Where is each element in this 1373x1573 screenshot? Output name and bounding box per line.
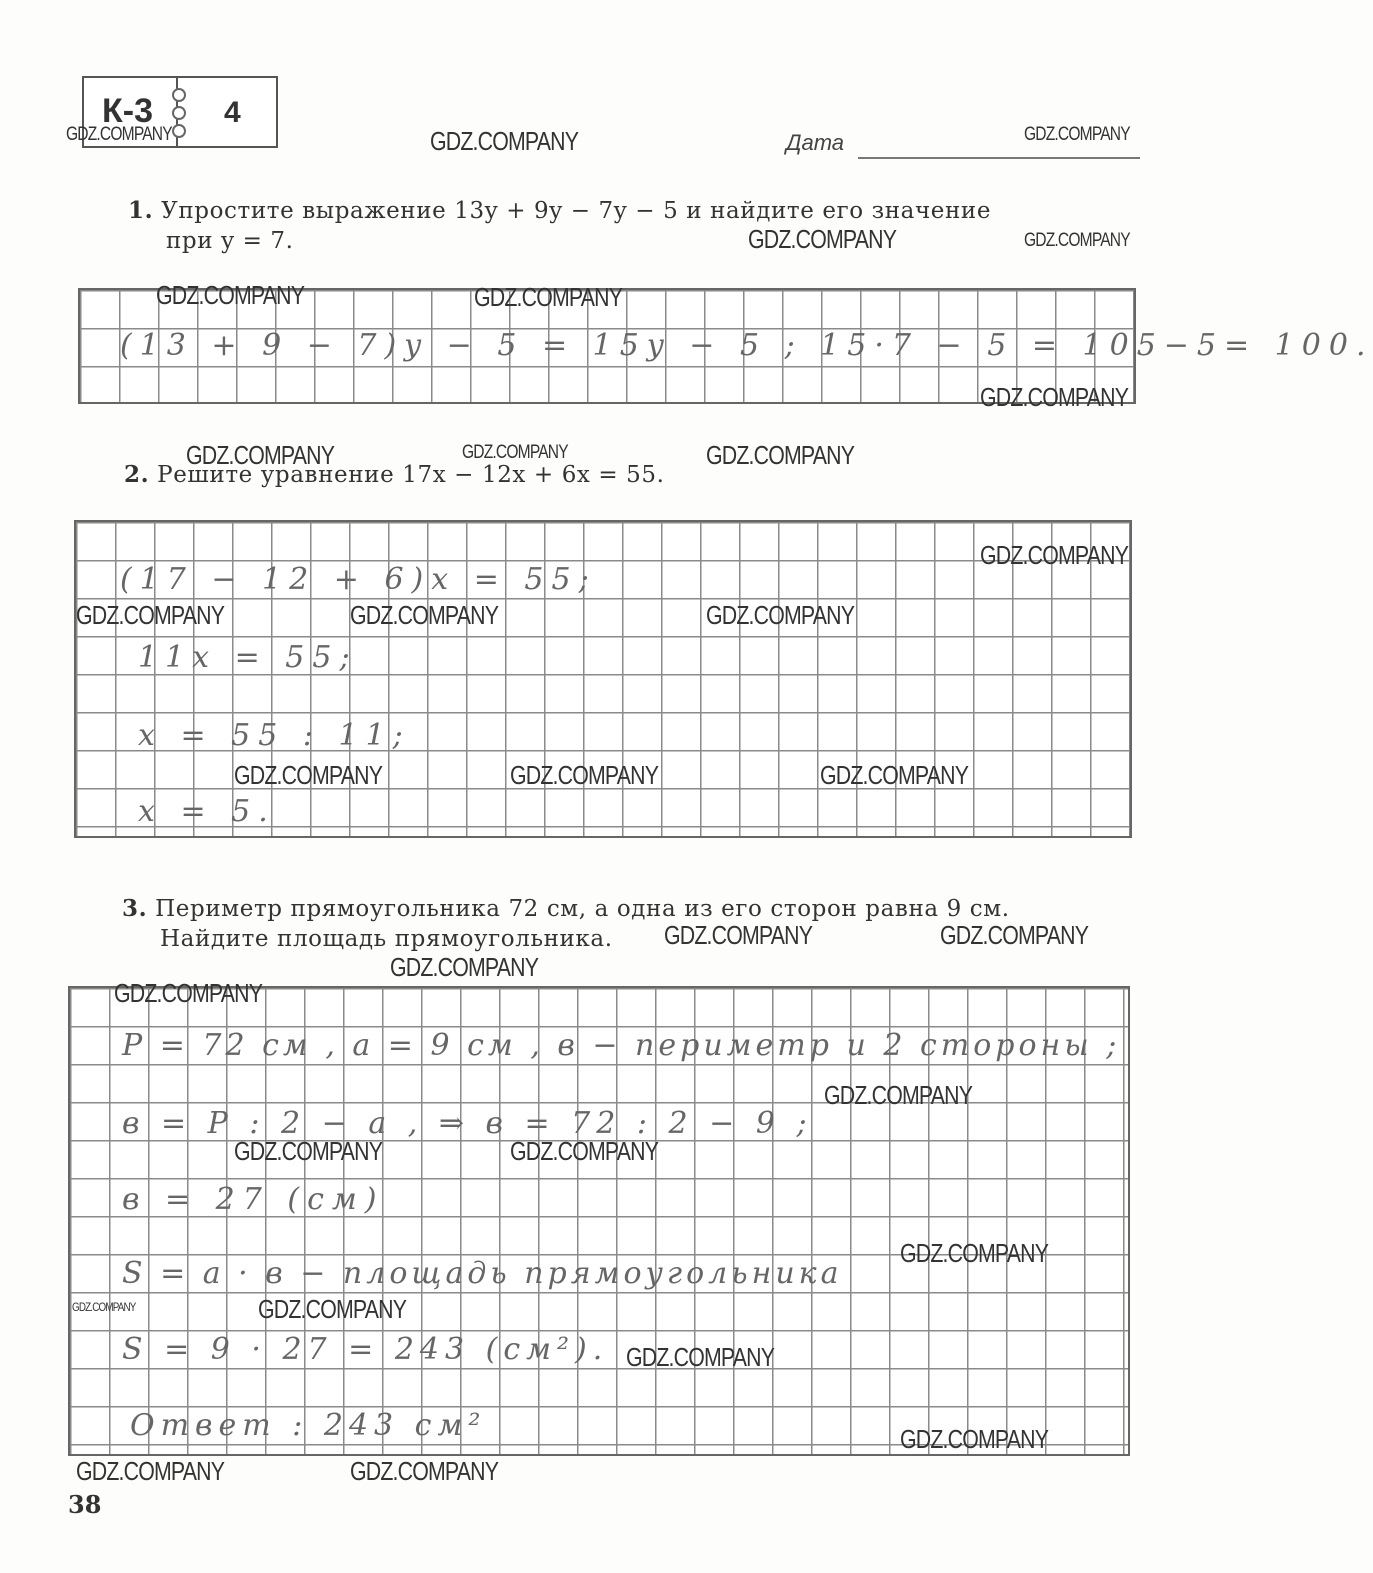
watermark: GDZ.COMPANY	[66, 124, 172, 145]
watermark: GDZ.COMPANY	[824, 1080, 973, 1110]
solution-line: в = 27 (см)	[122, 1182, 385, 1217]
watermark: GDZ.COMPANY	[72, 1300, 136, 1314]
solution-line: x = 55 : 11;	[138, 718, 411, 753]
watermark: GDZ.COMPANY	[980, 540, 1129, 570]
task-line: Периметр прямоугольника 72 см, а одна из его сторон равна 9 см.	[155, 896, 1010, 922]
watermark: GDZ.COMPANY	[1024, 124, 1130, 145]
watermark: GDZ.COMPANY	[186, 440, 335, 470]
task-line: при y = 7.	[166, 228, 294, 254]
solution-line: x = 5.	[138, 794, 276, 829]
task-line: Упростите выражение 13y + 9y − 7y − 5 и найдите его значение	[161, 198, 992, 224]
solution-line: (13 + 9 − 7)y − 5 = 15y − 5 ; 15·7 − 5 = 105−5= 100.	[120, 328, 1373, 363]
task-3-answer-grid	[68, 986, 1130, 1456]
watermark: GDZ.COMPANY	[748, 224, 897, 254]
date-label: Дата	[786, 130, 845, 155]
watermark: GDZ.COMPANY	[258, 1294, 407, 1324]
solution-line: 11x = 55;	[138, 640, 358, 675]
watermark: GDZ.COMPANY	[234, 760, 383, 790]
watermark: GDZ.COMPANY	[474, 282, 623, 312]
watermark: GDZ.COMPANY	[76, 1456, 225, 1486]
task-3-text	[122, 894, 1010, 954]
variant-number: 4	[224, 96, 241, 129]
ring-icon	[172, 124, 186, 138]
watermark: GDZ.COMPANY	[626, 1342, 775, 1372]
page-number: 38	[68, 1490, 102, 1519]
watermark: GDZ.COMPANY	[900, 1424, 1049, 1454]
watermark: GDZ.COMPANY	[664, 920, 813, 950]
watermark: GDZ.COMPANY	[706, 600, 855, 630]
watermark: GDZ.COMPANY	[510, 760, 659, 790]
watermark: GDZ.COMPANY	[430, 126, 579, 156]
watermark: GDZ.COMPANY	[350, 600, 499, 630]
solution-line: S = a · в − площадь прямоугольника	[122, 1256, 843, 1291]
watermark: GDZ.COMPANY	[156, 280, 305, 310]
ring-icon	[172, 106, 186, 120]
watermark: GDZ.COMPANY	[706, 440, 855, 470]
watermark: GDZ.COMPANY	[390, 952, 539, 982]
solution-line: в = P : 2 − a , ⇒ в = 72 : 2 − 9 ;	[122, 1106, 813, 1141]
watermark: GDZ.COMPANY	[940, 920, 1089, 950]
task-line: Найдите площадь прямоугольника.	[160, 926, 613, 952]
watermark: GDZ.COMPANY	[900, 1238, 1049, 1268]
solution-line: P = 72 см , a = 9 см , в − периметр и 2 стороны ;	[122, 1028, 1121, 1063]
solution-line: Ответ : 243 см²	[130, 1408, 487, 1443]
watermark: GDZ.COMPANY	[76, 600, 225, 630]
watermark: GDZ.COMPANY	[1024, 230, 1130, 251]
task-number: 1.	[128, 197, 154, 224]
watermark: GDZ.COMPANY	[820, 760, 969, 790]
solution-line: S = 9 · 27 = 243 (см²).	[122, 1332, 609, 1367]
watermark: GDZ.COMPANY	[234, 1136, 383, 1166]
watermark: GDZ.COMPANY	[114, 978, 263, 1008]
ring-icon	[172, 88, 186, 102]
watermark: GDZ.COMPANY	[350, 1456, 499, 1486]
date-field-line	[858, 157, 1140, 159]
test-code: К-3	[102, 92, 153, 130]
solution-line: (17 − 12 + 6)x = 55;	[120, 562, 597, 597]
watermark: GDZ.COMPANY	[510, 1136, 659, 1166]
watermark: GDZ.COMPANY	[462, 442, 568, 463]
watermark: GDZ.COMPANY	[980, 382, 1129, 412]
task-line: Решите уравнение 17x − 12x + 6x = 55.	[157, 462, 665, 488]
task-number: 2.	[124, 461, 150, 488]
task-number: 3.	[122, 895, 148, 922]
